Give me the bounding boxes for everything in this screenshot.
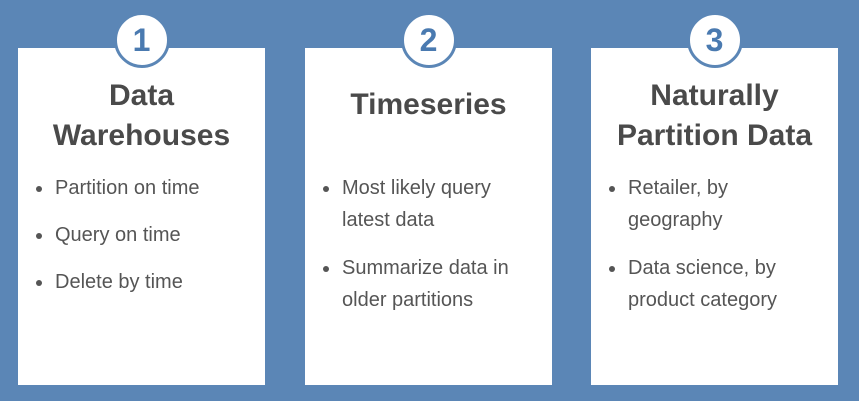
bullet-line: older partitions bbox=[342, 289, 474, 311]
step-number-badge: 3 bbox=[687, 12, 743, 68]
card-title bbox=[305, 85, 552, 125]
bullet-line: product category bbox=[628, 289, 777, 311]
bullet-item bbox=[322, 252, 544, 316]
card-title-line: Naturally bbox=[650, 79, 779, 112]
bullet-line: Retailer, by bbox=[628, 177, 729, 199]
bullet-line: latest data bbox=[342, 209, 435, 231]
card-title-line: Warehouses bbox=[52, 119, 231, 152]
bullet-item: Partition on time bbox=[35, 172, 257, 204]
card-title bbox=[18, 76, 265, 156]
bullet-list bbox=[608, 172, 830, 332]
step-number-badge: 1 bbox=[114, 12, 170, 68]
bullet-list bbox=[35, 172, 257, 313]
card-title-line: Data bbox=[108, 79, 175, 112]
card-timeseries bbox=[305, 21, 552, 385]
card-data-warehouses bbox=[18, 21, 265, 385]
bullet-item bbox=[322, 172, 544, 236]
bullet-line: Summarize data in bbox=[342, 257, 509, 279]
bullet-line: geography bbox=[628, 209, 723, 231]
step-number-badge: 2 bbox=[401, 12, 457, 68]
bullet-line: Most likely query bbox=[342, 177, 491, 199]
card-title-line: Partition Data bbox=[616, 119, 813, 152]
bullet-item bbox=[608, 172, 830, 236]
bullet-item: Delete by time bbox=[35, 266, 257, 298]
bullet-item bbox=[608, 252, 830, 316]
bullet-line: Data science, by bbox=[628, 257, 776, 279]
bullet-item: Query on time bbox=[35, 219, 257, 251]
card-naturally-partition-data bbox=[591, 21, 838, 385]
card-title-line: Timeseries bbox=[350, 88, 507, 121]
bullet-list bbox=[322, 172, 544, 332]
card-title bbox=[591, 76, 838, 156]
